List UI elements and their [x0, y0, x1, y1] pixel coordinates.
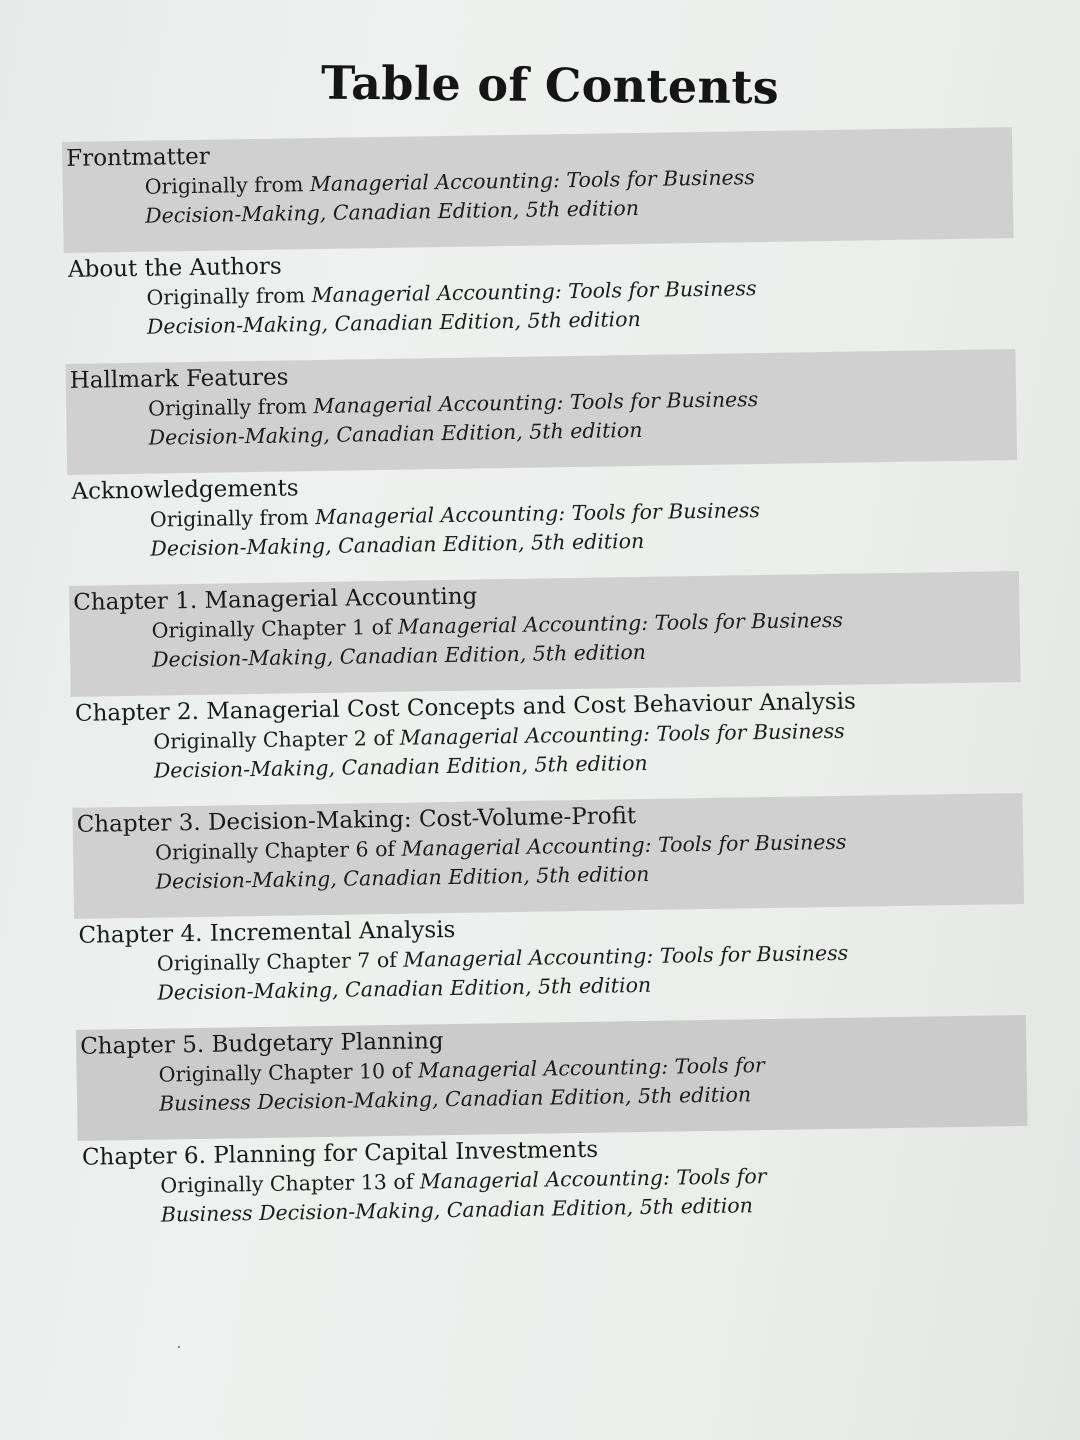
toc-entry-source-note — [66, 384, 849, 454]
toc-entry-hallmark-features — [65, 349, 1017, 475]
toc-entry-title: Chapter 1. Managerial Accounting — [73, 583, 478, 616]
toc-entry-source-note — [68, 495, 851, 565]
toc-entry-acknowledgements — [67, 460, 1019, 586]
toc-entry-title: Chapter 3. Decision-Making: Cost-Volume-Profit — [76, 803, 637, 838]
toc-entry-title: Frontmatter — [66, 143, 210, 172]
page-title: Table of Contents — [320, 55, 780, 115]
source-book-title: Managerial Accounting: Tools for Business Decision-Making, Canadian Edition, 5th edition — [158, 1053, 765, 1116]
source-book-title: Managerial Accounting: Tools for Business Decision-Making, Canadian Edition, 5th edition — [151, 607, 844, 672]
toc-entry-chapter-5 — [76, 1015, 1028, 1141]
source-prefix: Originally from — [146, 283, 312, 310]
toc-entry-source-note — [71, 717, 854, 787]
toc-entry-chapter-4 — [74, 904, 1026, 1030]
toc-entry-source-note — [78, 1161, 861, 1231]
source-book-title: Managerial Accounting: Tools for Business Decision-Making, Canadian Edition, 5th edition — [153, 718, 845, 783]
toc-entry-about-the-authors — [64, 238, 1016, 364]
source-book-title: Managerial Accounting: Tools for Business Decision-Making, Canadian Edition, 5th edition — [160, 1164, 767, 1227]
toc-entry-chapter-1 — [69, 571, 1021, 697]
toc-entry-source-note — [76, 1050, 859, 1120]
toc-entry-title: Hallmark Features — [69, 364, 289, 394]
source-prefix: Originally from — [148, 394, 314, 421]
source-prefix: Originally Chapter 7 of — [156, 947, 404, 976]
toc-entry-source-note — [63, 162, 846, 232]
toc-entry-title: About the Authors — [67, 253, 282, 283]
source-book-title: Managerial Accounting: Tools for Business Decision-Making, Canadian Edition, 5th edition — [155, 829, 847, 894]
source-book-title: Managerial Accounting: Tools for Business Decision-Making, Canadian Edition, 5th edition — [150, 498, 761, 561]
paper-speck — [178, 1346, 180, 1348]
toc-entry-title: Chapter 5. Budgetary Planning — [80, 1028, 444, 1060]
toc-entry-title: Chapter 2. Managerial Cost Concepts and Cost Behaviour Analysis — [74, 688, 857, 727]
toc-entry-source-note — [75, 939, 858, 1009]
source-book-title: Managerial Accounting: Tools for Business Decision-Making, Canadian Edition, 5th edition — [157, 940, 849, 1005]
source-prefix: Originally Chapter 6 of — [154, 836, 402, 865]
toc-entry-chapter-6 — [78, 1126, 1030, 1252]
toc-entry-chapter-2 — [71, 682, 1023, 808]
source-prefix: Originally Chapter 2 of — [153, 725, 400, 754]
source-book-title: Managerial Accounting: Tools for Business Decision-Making, Canadian Edition, 5th edition — [148, 387, 759, 450]
toc-entry-chapter-3 — [72, 793, 1024, 919]
source-prefix: Originally from — [149, 505, 316, 532]
source-prefix: Originally Chapter 10 of — [158, 1058, 419, 1087]
toc-list — [62, 127, 1029, 1252]
toc-entry-title: Chapter 4. Incremental Analysis — [78, 916, 456, 949]
toc-entry-title: Acknowledgements — [71, 475, 299, 505]
source-prefix: Originally Chapter 13 of — [160, 1169, 421, 1198]
source-book-title: Managerial Accounting: Tools for Business Decision-Making, Canadian Edition, 5th edition — [146, 276, 757, 339]
source-prefix: Originally from — [144, 172, 311, 199]
toc-entry-source-note — [69, 606, 852, 676]
source-prefix: Originally Chapter 1 of — [151, 614, 399, 643]
toc-entry-source-note — [73, 828, 856, 898]
toc-entry-source-note — [64, 273, 847, 343]
toc-entry-frontmatter — [62, 127, 1014, 253]
toc-entry-title: Chapter 6. Planning for Capital Investments — [81, 1136, 599, 1171]
source-book-title: Managerial Accounting: Tools for Business Decision-Making, Canadian Edition, 5th edition — [144, 165, 755, 228]
